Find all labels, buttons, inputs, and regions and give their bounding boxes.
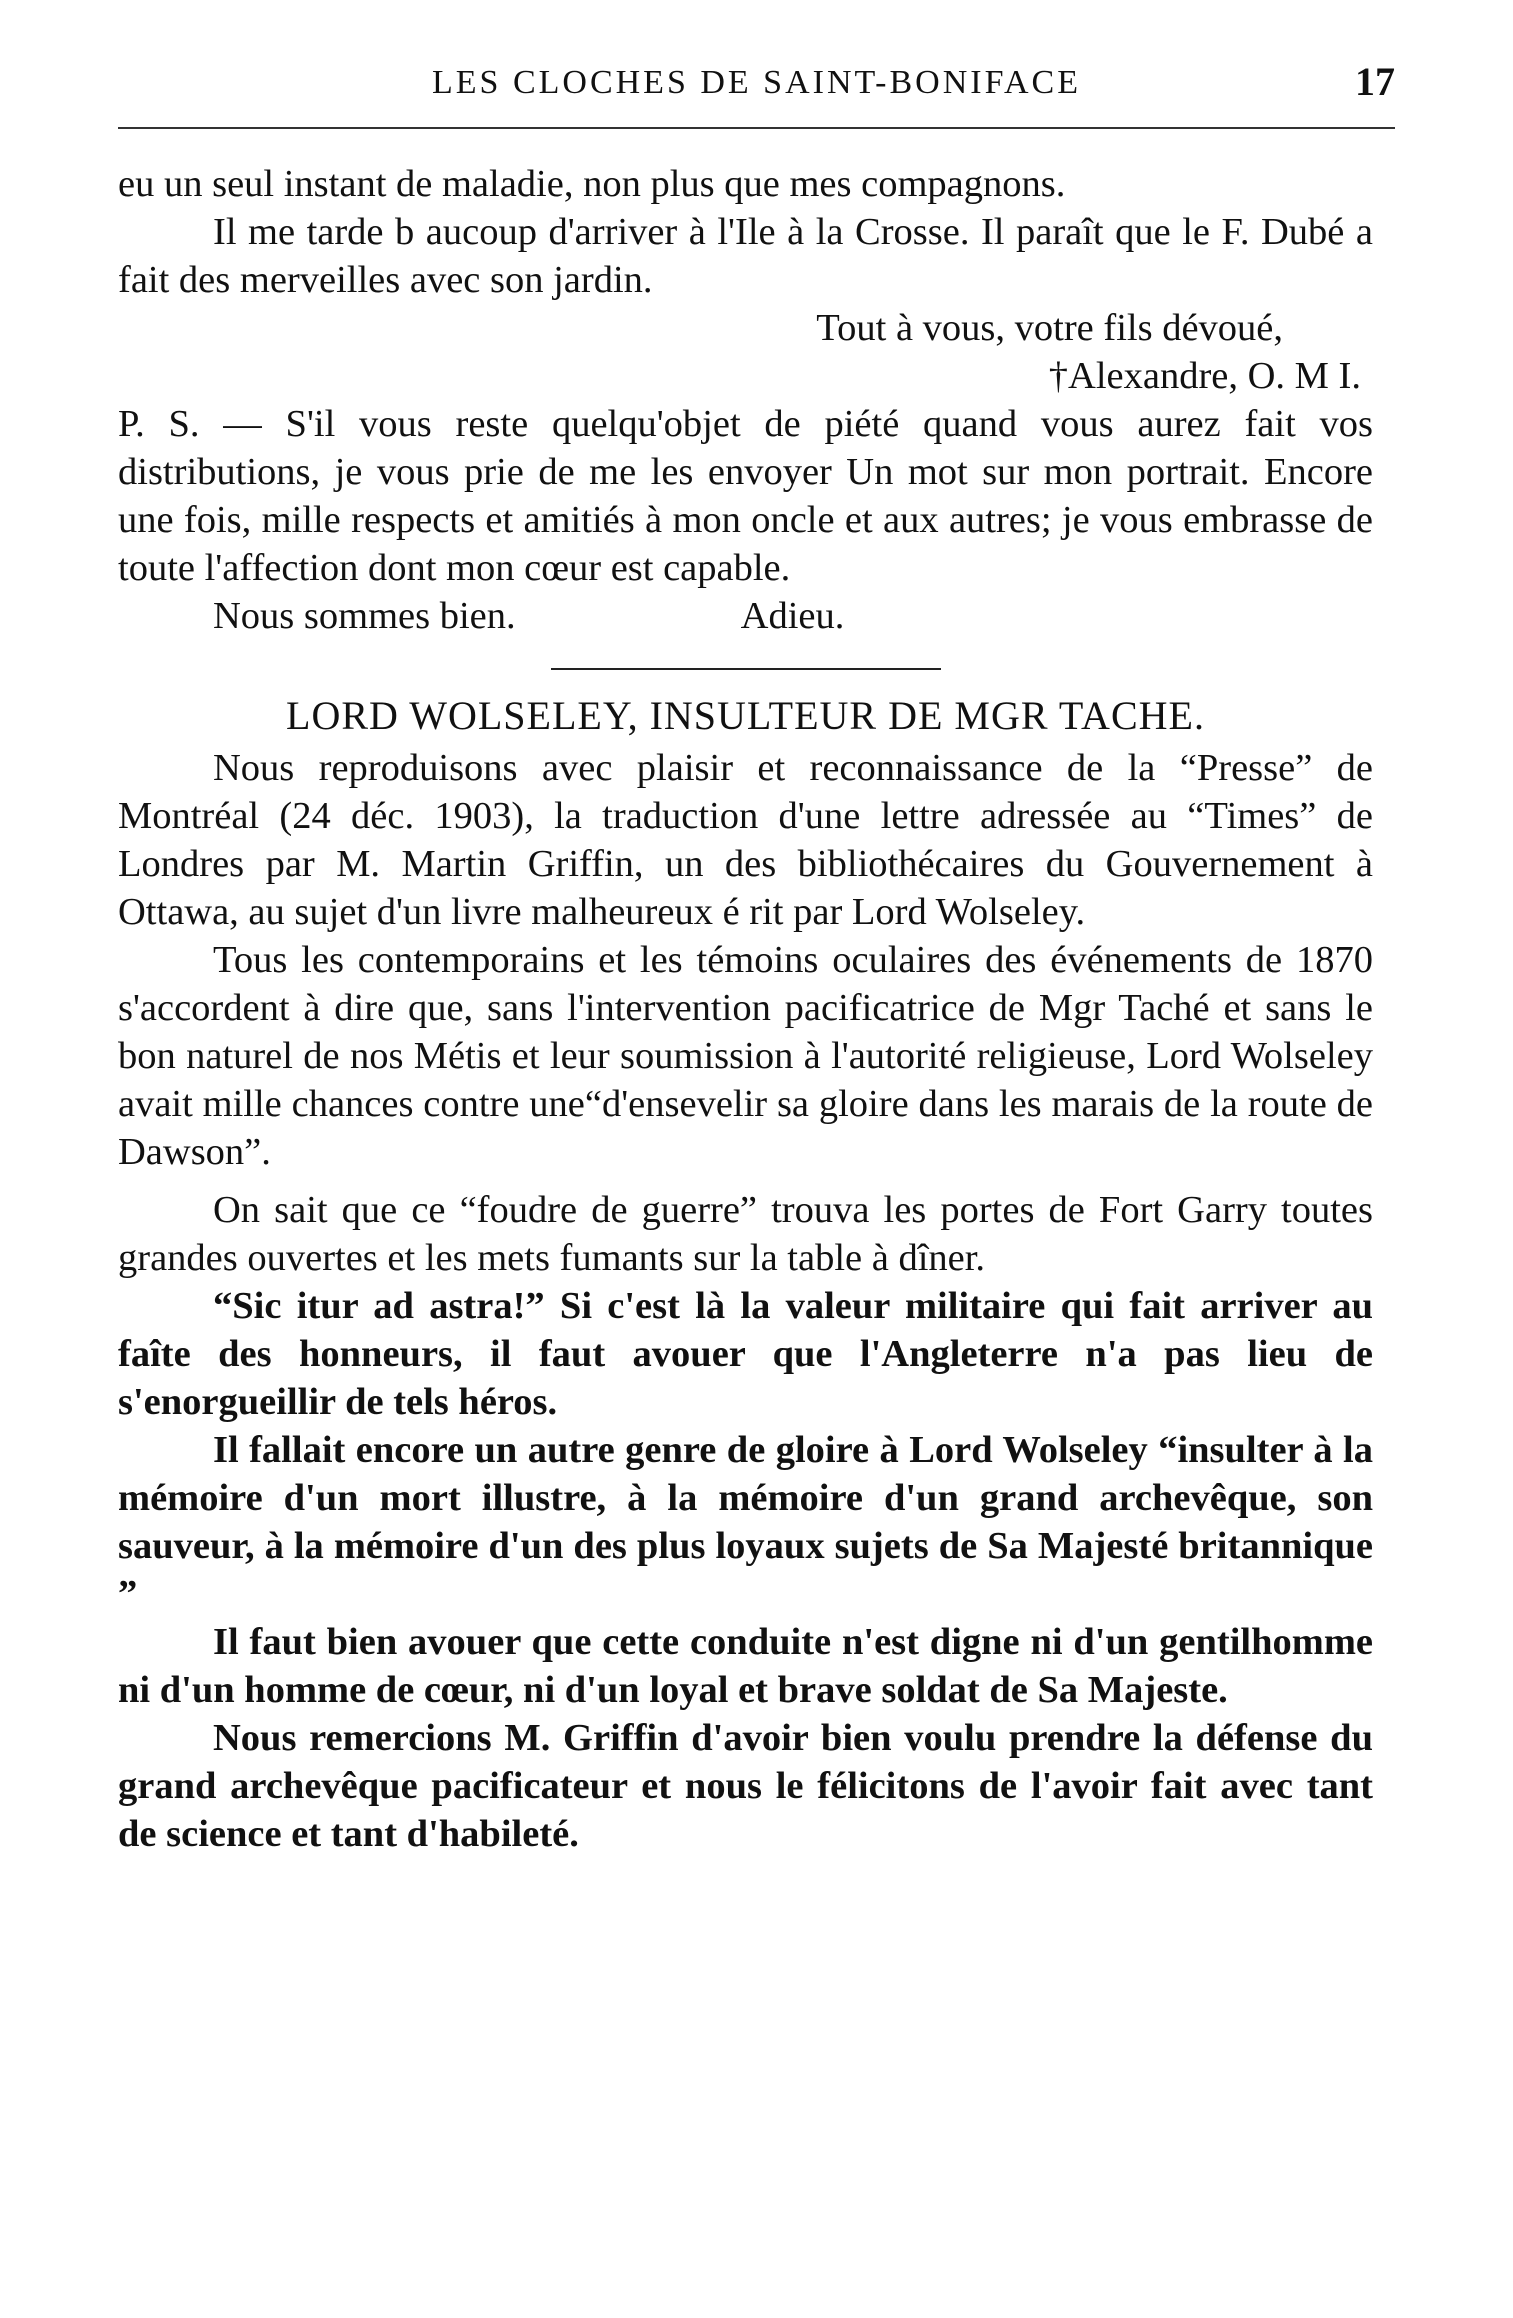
letter-last-line-text: Nous sommes bien. <box>213 595 516 637</box>
article-paragraph: Il fallait encore un autre genre de gloire à Lord Wolseley “insulter à la mémoire d'un mort illustre, à la mémoire d'un grand archevêque, son sauveur, à la mémoire d'un des plus loyaux sujets de Sa Majesté britannique ” <box>118 1429 1373 1615</box>
letter-closing: Tout à vous, votre fils dévoué, <box>816 307 1283 349</box>
article-paragraph: Nous reproduisons avec plaisir et reconnaissance de la “Presse” de Montréal (24 déc. 1903), la traduction d'une lettre adressée au “Times” de Londres par M. Martin Griffin, un des bibliothécaires du Gouvernement à Ottawa, au sujet d'un livre malheureux é rit par Lord Wolseley. <box>118 747 1373 933</box>
running-header <box>118 58 1395 108</box>
page-body <box>118 160 1373 1858</box>
article-heading: LORD WOLSELEY, INSULTEUR DE MGR TACHE. <box>286 693 1205 738</box>
letter-signature: †Alexandre, O. M I. <box>1048 355 1361 397</box>
article-paragraph: Il faut bien avouer que cette conduite n'est digne ni d'un gentilhomme ni d'un homme de cœur, ni d'un loyal et brave soldat de Sa Majeste. <box>118 1621 1373 1711</box>
section-divider <box>551 668 941 670</box>
header-rule <box>118 127 1395 129</box>
letter-paragraph-1: eu un seul instant de maladie, non plus que mes compagnons. <box>118 163 1066 205</box>
article-paragraph: Tous les contemporains et les témoins oculaires des événements de 1870 s'accordent à dire que, sans l'intervention pacificatrice de Mgr Taché et sans le bon naturel de nos Métis et leur soumission à l'autorité religieuse, Lord Wolseley avait mille chances contre une“d'ensevelir sa gloire dans les marais de la route de Dawson”. <box>118 939 1373 1173</box>
letter-last-line <box>118 592 1373 640</box>
running-title: LES CLOCHES DE SAINT-BONIFACE <box>432 64 1081 101</box>
page-number: 17 <box>1355 59 1395 104</box>
letter-adieu: Adieu. <box>740 595 845 637</box>
letter-paragraph-2: Il me tarde b aucoup d'arriver à l'Ile à la Crosse. Il paraît que le F. Dubé a fait des merveilles avec son jardin. <box>118 211 1373 301</box>
article-paragraph: “Sic itur ad astra!” Si c'est là la valeur militaire qui fait arriver au faîte des honneurs, il faut avouer que l'Angleterre n'a pas lieu de s'enorgueillir de tels héros. <box>118 1285 1373 1423</box>
article-paragraph: Nous remercions M. Griffin d'avoir bien voulu prendre la défense du grand archevêque pacificateur et nous le félicitons de l'avoir fait avec tant de science et tant d'habileté. <box>118 1717 1373 1855</box>
letter-postscript: P. S. — S'il vous reste quelqu'objet de piété quand vous aurez fait vos distributions, je vous prie de me les envoyer Un mot sur mon portrait. Encore une fois, mille respects et amitiés à mon oncle et aux autres; je vous embrasse de toute l'affection dont mon cœur est capable. <box>118 403 1373 589</box>
article-paragraph: On sait que ce “foudre de guerre” trouva les portes de Fort Garry toutes grandes ouvertes et les mets fumants sur la table à dîner. <box>118 1189 1373 1279</box>
